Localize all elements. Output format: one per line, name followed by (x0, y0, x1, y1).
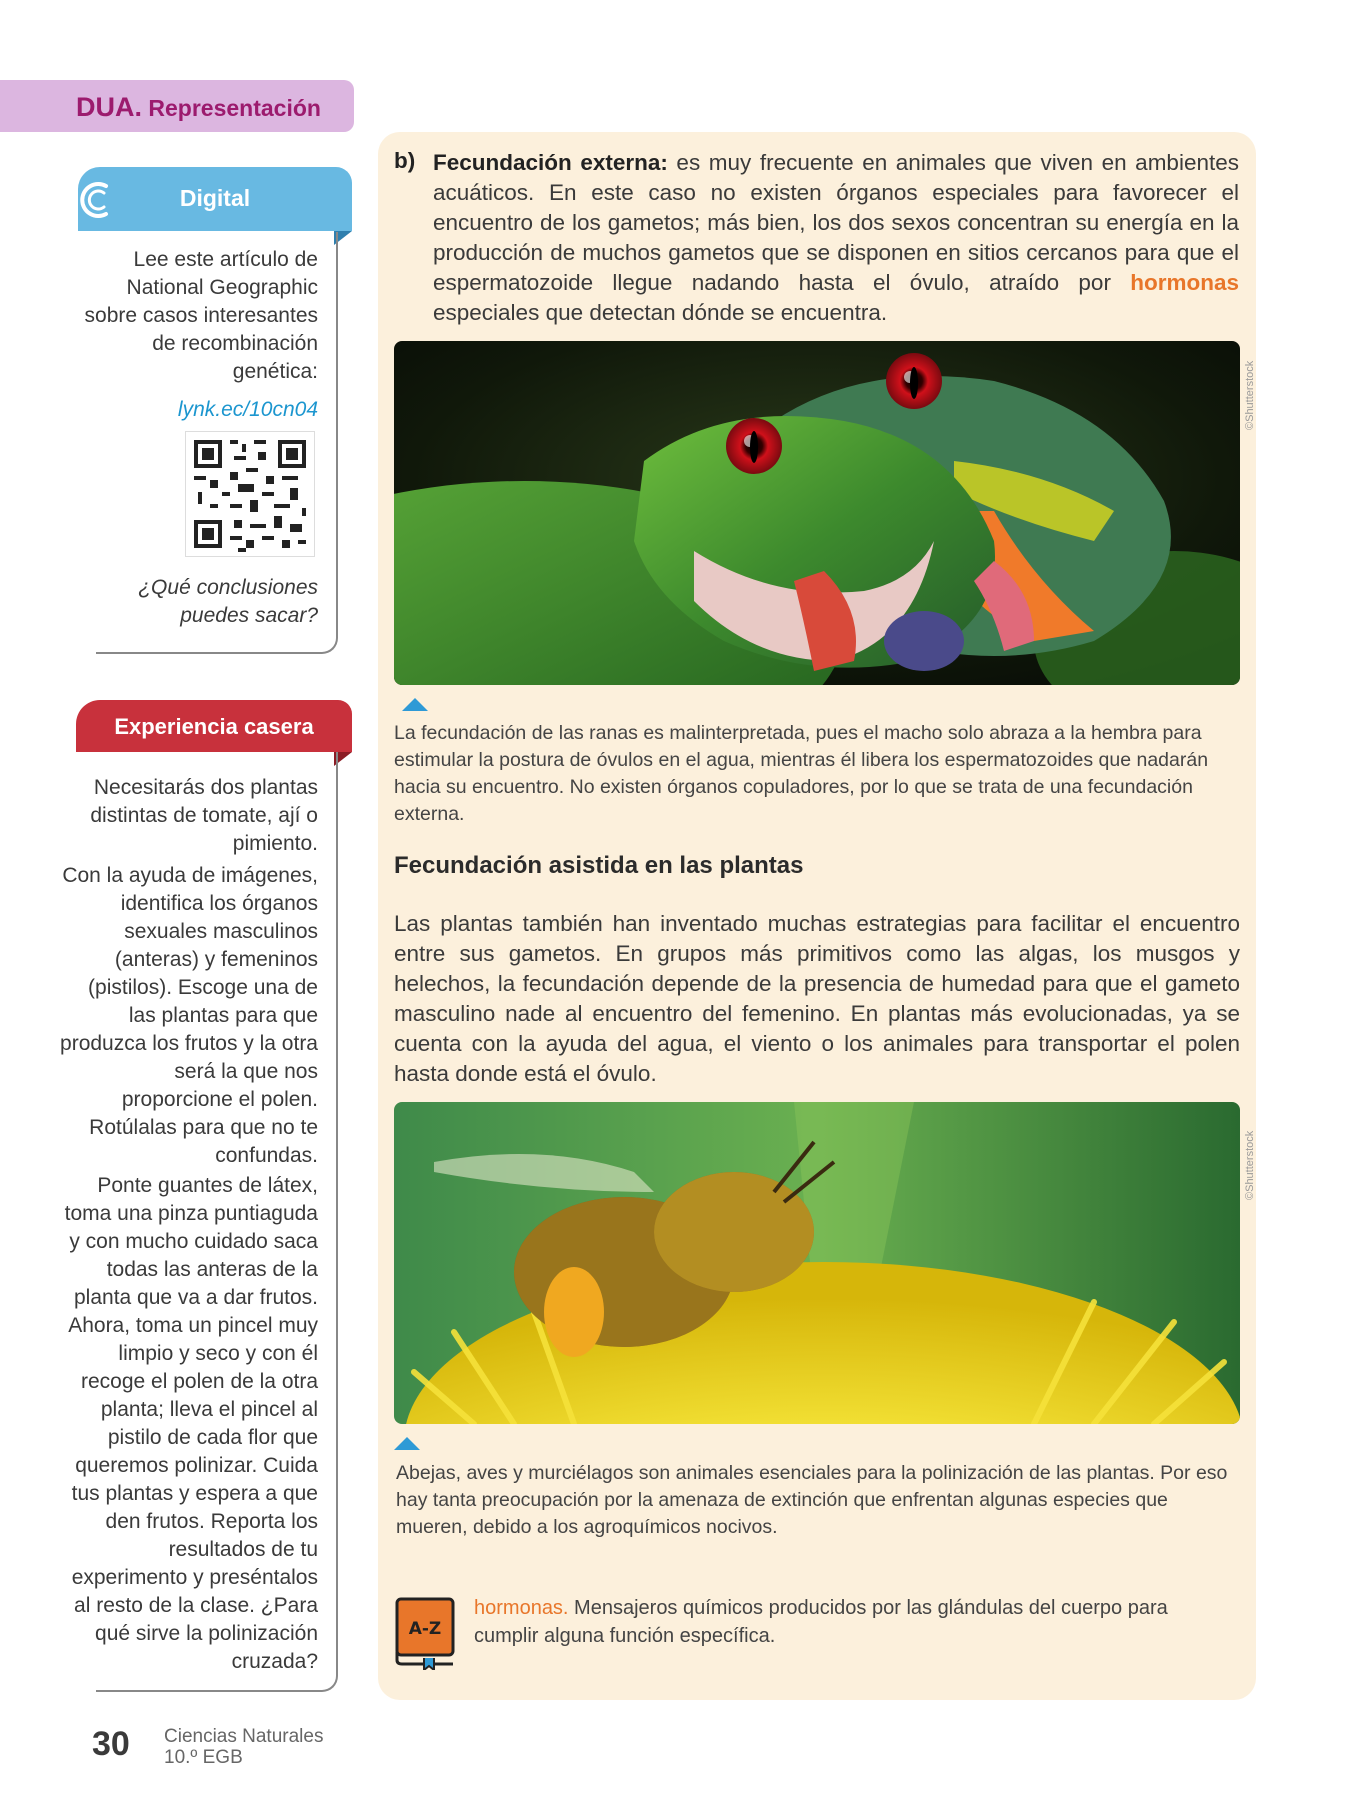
experiencia-header-label: Experiencia casera (114, 714, 314, 739)
experiencia-casera-header (76, 700, 352, 752)
bee-caption: Abejas, aves y murciélagos son animales esenciales para la polinización de las plantas. Por eso hay tanta preocupación por la amenaza de extinción que enfrentan algunas especies que mueren, debido a los agroquímicos nocivos. (396, 1462, 1228, 1538)
experiencia-paragraph-2: Con la ayuda de imágenes, identifica los órganos sexuales masculinos (anteras) y femeninos (pistilos). Escoge una de las plantas para que produzca los frutos y la otra será la que nos proporcione el polen. Rotúlalas para que no te confundas. (60, 864, 318, 1167)
section-heading: Fecundación asistida en las plantas (394, 852, 804, 879)
caption-pointer-icon (394, 1437, 420, 1450)
glossary-book-icon (394, 1596, 456, 1670)
qr-code-icon[interactable] (186, 432, 314, 556)
dua-label-rest: Representación (142, 95, 321, 121)
experiencia-paragraph-1: Necesitarás dos plantas distintas de tomate, ají o pimiento. (90, 776, 318, 855)
digital-text: Lee este artículo de National Geographic sobre casos interesantes de recombinación genética: (84, 248, 318, 383)
footer-subject-line1: Ciencias Naturales (164, 1726, 324, 1747)
item-text-before: es muy frecuente en animales que viven en ambientes acuáticos. En este caso no existen órganos especiales para favorecer el encuentro de los gametos; más bien, los dos sexos concentran su energía en la producción de muchos gametos que se disponen en sitios cercanos para que el espermatozoide llegue nadando hasta el óvulo, atraído por (433, 150, 1239, 295)
caption-pointer-icon (402, 698, 428, 711)
dua-representacion-tab (0, 80, 354, 132)
glossary-entry (474, 1594, 1234, 1650)
bee-photo-credit: ©Shutterstock (1244, 1130, 1256, 1200)
digital-box-header (78, 167, 352, 231)
digital-logo-icon (74, 178, 118, 222)
frog-photo (394, 341, 1240, 685)
dua-label-bold: DUA. (76, 92, 142, 122)
frog-caption: La fecundación de las ranas es malinterpretada, pues el macho solo abraza a la hembra para estimular la postura de óvulos en el agua, mientras él libera los espermatozoides que nadarán hacia su encuentro. No existen órganos copuladores, por lo que se trata de una fecundación externa. (394, 722, 1209, 825)
glossary-icon-text: A-Z (408, 1619, 442, 1639)
page-number: 30 (92, 1725, 130, 1763)
experiencia-paragraph-3: Ponte guantes de látex, toma una pinza puntiaguda y con mucho cuidado saca todas las anteras de la planta que va a dar frutos. Ahora, toma un pincel muy limpio y seco y con él recoge el polen de la otra planta; lleva el pincel al pistilo de cada flor que queremos polinizar. Cuida tus plantas y espera a que den frutos. Reporta los resultados de tu experimento y preséntalos al resto de la clase. ¿Para qué sirve la polinización cruzada? (64, 1174, 318, 1673)
item-text-after: especiales que detectan dónde se encuentra. (433, 300, 888, 325)
item-letter: b) (394, 148, 416, 173)
digital-question: ¿Qué conclusiones puedes sacar? (138, 576, 318, 627)
digital-header-label: Digital (179, 185, 251, 211)
section-paragraph: Las plantas también han inventado muchas estrategias para facilitar el encuentro entre sus gametos. En grupos más primitivos como las algas, los musgos y helechos, la fecundación depende de la presencia de humedad para que el gameto masculino nade al encuentro del femenino. En plantas más evolucionadas, ya se cuenta con la ayuda del agua, el viento o los animales para transportar el polen hasta donde está el óvulo. (394, 911, 1240, 1086)
footer-subject (164, 1726, 323, 1768)
digital-link[interactable]: lynk.ec/10cn04 (177, 398, 318, 421)
frog-photo-credit: ©Shutterstock (1244, 360, 1256, 430)
glossary-term: hormonas. (474, 1597, 569, 1619)
external-fertilization-paragraph (433, 148, 1239, 328)
hormonas-highlight[interactable]: hormonas (1130, 270, 1239, 295)
footer-subject-line2: 10.º EGB (164, 1747, 243, 1768)
glossary-definition: Mensajeros químicos producidos por las glándulas del cuerpo para cumplir alguna función específica. (474, 1597, 1168, 1647)
bee-photo (394, 1102, 1240, 1424)
item-title: Fecundación externa: (433, 150, 668, 175)
